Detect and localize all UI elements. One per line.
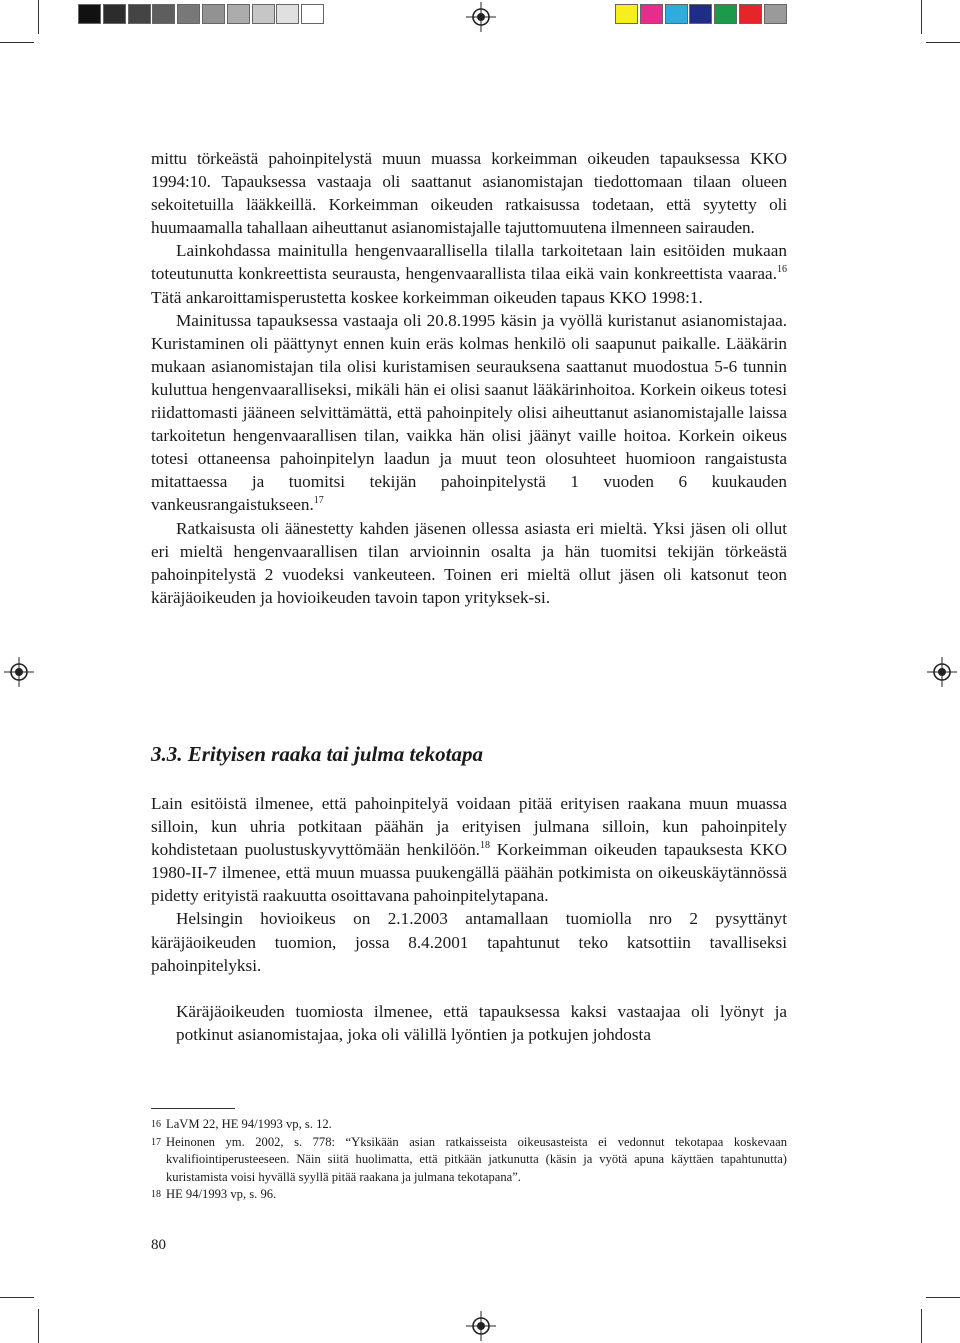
color-swatch — [665, 4, 688, 24]
paragraph-text: Tätä ankaroittamisperustetta koskee korkeimman oikeuden tapaus KKO 1998:1. — [151, 287, 703, 307]
color-swatch — [202, 4, 225, 24]
paragraph-text: Käräjäoikeuden tuomiosta ilmenee, että tapauksessa kaksi vastaajaa oli lyönyt ja potkinut asianomistajaa, joka oli välillä lyöntien ja potkujen johdosta — [176, 1001, 787, 1044]
color-swatch — [152, 4, 175, 24]
color-swatch — [276, 4, 299, 24]
footnote-number: 16 — [151, 1119, 161, 1130]
registration-mark-icon — [466, 1311, 496, 1341]
paragraph-text: Mainitussa tapauksessa vastaaja oli 20.8.1995 käsin ja vyöllä kuristanut asianomistajaa. Kuristaminen oli päättynyt ennen kuin eräs kolmas henkilö oli saapunut paikalle. Lääkärin mukaan asianomistajan tila olisi kuristamisen seurauksena saattanut muodostua 5-6 tunnin kuluttua hengenvaaralliseksi, mikäli hän ei olisi saanut lääkärinhoitoa. Korkein oikeus totesi riidattomasti jääneen selvittämättä, että pahoinpitely olisi aiheuttanut asianomistajalle laissa tarkoitetun hengenvaarallisen tilan, vaikka hän olisi jäänyt vaille hoitoa. Korkein oikeus totesi ottaneensa pahoinpitelyn laadun ja muut teon olosuhteet huomioon rangaistusta mitattaessa ja tuomitsi tekijän pahoinpitelystä 1 vuoden 6 kuukauden vankeusrangaistukseen. — [151, 310, 787, 515]
paragraph-text: Ratkaisusta oli äänestetty kahden jäsenen ollessa asiasta eri mieltä. Yksi jäsen oli ollut eri mieltä hengenvaarallisen tilan arvioinnin osalta ja hän tuomitsi tekijän törkeästä pahoinpitelystä 2 vuodeksi vankeuteen. Toinen eri mieltä ollut jäsen oli katsonut teon käräjäoikeuden ja hovioikeuden tavoin tapon yrityksek-si. — [151, 518, 787, 607]
paragraph — [151, 147, 787, 239]
paragraph-text: Lain esitöistä ilmenee, että pahoinpitelyä voidaan pitää erityisen raakana muun muassa silloin, kun uhria potkitaan päähän ja erityisen julmana silloin, kun pahoinpitely kohdistetaan puolustuskyvyttömään henkilöön. — [151, 794, 787, 860]
crop-mark-icon — [38, 1309, 39, 1343]
footnote-rule — [151, 1108, 235, 1109]
color-swatch — [689, 4, 712, 24]
footnote-ref[interactable]: 17 — [313, 495, 324, 507]
paragraph-text: mittu törkeästä pahoinpitelystä muun muassa korkeimman oikeuden tapauksessa KKO 1994:10. Tapauksessa vastaaja oli saattanut asianomistajan tiedottomaan tilaan olueen sekoitetuilla lääkkeillä. Korkeimman oikeuden ratkaisussa todetaan, että syytetty oli huumaamalla tahallaan aiheuttanut asianomistajalle tajuttomuutena ilmenneen sairauden. — [151, 149, 787, 238]
paragraph — [151, 309, 787, 517]
section-heading: 3.3. Erityisen raaka tai julma tekotapa — [151, 742, 483, 766]
registration-mark-icon — [927, 657, 957, 687]
grayscale-color-bar — [78, 4, 326, 26]
footnote-ref[interactable]: 18 — [479, 840, 490, 852]
registration-mark-icon — [4, 657, 34, 687]
footnote-text: LaVM 22, HE 94/1993 vp, s. 12. — [166, 1117, 332, 1131]
color-swatch — [764, 4, 787, 24]
color-swatch — [78, 4, 101, 24]
crop-mark-icon — [38, 0, 39, 34]
footnote-number: 18 — [151, 1189, 161, 1201]
paragraph-text: Lainkohdassa mainitulla hengenvaarallisella tilalla tarkoitetaan lain esitöiden mukaan toteutunutta konkreettista seurausta, hengenvaarallista tilaa eikä vain konkreettista vaaraa. — [151, 241, 787, 284]
color-swatch — [177, 4, 200, 24]
color-swatch — [714, 4, 737, 24]
footnote-number: 17 — [151, 1136, 161, 1148]
color-swatch — [128, 4, 151, 24]
crop-mark-icon — [926, 1297, 960, 1298]
paragraph-text: Korkeimman oikeuden tapauksesta KKO 1980-II-7 ilmenee, että muun muassa puukengällä päähän potkimista on oikeuskäytännössä pidetty erityistä raakuutta osoittavana pahoinpitelytapana. — [151, 840, 787, 906]
page-number: 80 — [151, 1237, 166, 1253]
paragraph — [151, 907, 787, 976]
crop-mark-icon — [921, 1309, 922, 1343]
section-body — [151, 792, 787, 1046]
crop-mark-icon — [926, 42, 960, 43]
color-swatch — [252, 4, 275, 24]
registration-mark-icon — [466, 2, 496, 32]
process-color-bar — [615, 4, 789, 26]
color-swatch — [640, 4, 663, 24]
footnote — [151, 1186, 787, 1204]
color-swatch — [227, 4, 250, 24]
color-swatch — [739, 4, 762, 24]
color-swatch — [301, 4, 324, 24]
paragraph — [151, 792, 787, 907]
paragraph-text: Helsingin hovioikeus on 2.1.2003 antamallaan tuomiolla nro 2 pysyttänyt käräjäoikeuden tuomion, jossa 8.4.2001 tapahtunut teko katsottiin tavalliseksi pahoinpitelyksi. — [151, 909, 787, 975]
footnote-text: HE 94/1993 vp, s. 96. — [166, 1187, 277, 1202]
footnote — [151, 1116, 787, 1134]
crop-mark-icon — [921, 0, 922, 34]
crop-mark-icon — [0, 42, 34, 43]
quoted-case-paragraph — [151, 1000, 787, 1046]
color-swatch — [103, 4, 126, 24]
footnotes — [151, 1116, 787, 1204]
page-body — [151, 147, 787, 609]
crop-mark-icon — [0, 1297, 34, 1298]
footnote — [151, 1134, 787, 1187]
footnote-ref[interactable]: 16 — [777, 264, 787, 276]
footnote-text: Heinonen ym. 2002, s. 778: “Yksikään asian ratkaisseista oikeusasteista ei vedonnut tekotapaa koskevaan kvalifiointiperusteeseen. Näin siitä huolimatta, että pitkään jatkunutta (käsin ja vyötä apuna käyttäen tapahtunutta) kuristamista voisi hyvällä syyllä pitää raakana ja julmana tekotapana”. — [166, 1134, 787, 1184]
paragraph — [151, 239, 787, 308]
color-swatch — [615, 4, 638, 24]
paragraph — [151, 517, 787, 609]
